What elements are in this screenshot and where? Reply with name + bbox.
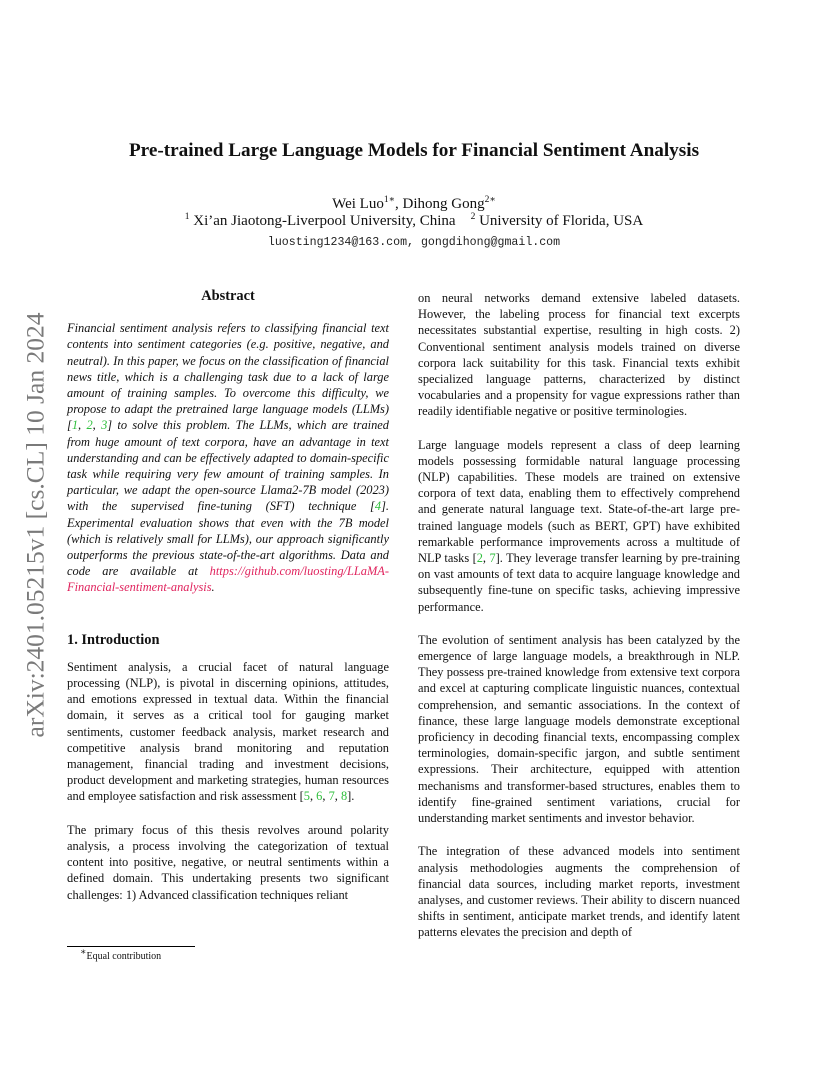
- affiliation: University of Florida, USA: [475, 213, 644, 229]
- abstract-heading: Abstract: [201, 288, 255, 304]
- citation-link[interactable]: 6: [316, 789, 323, 804]
- right-column: [418, 290, 740, 941]
- introduction-paragraph: Sentiment analysis, a crucial facet of natural language processing (NLP), is pivotal in discerning opinions, attitudes, and emotions expressed in textual data. Within the financial domain, it serves as a critical tool for gauging market sentiments, customer feedback analysis, market research and competitive analysis brand monitoring and reputation management, financial trading and investment decisions, product development and marketing strategies, human resources and employee satisfaction and risk assessment [5, 6, 7, 8].: [67, 659, 389, 804]
- arxiv-sidebar-stamp: [12, 290, 58, 760]
- citation-link[interactable]: 2: [476, 551, 483, 566]
- author-emails: luosting1234@163.com, gongdihong@gmail.com: [267, 236, 561, 249]
- citation-link[interactable]: 4: [374, 499, 382, 514]
- abstract-text: Financial sentiment analysis refers to classifying financial text contents into sentiment categories (e.g. positive, negative, and neutral). In this paper, we focus on the classification of financial news title, which is a challenging task due to a lack of large amount of training samples. To overcome this difficulty, we propose to adapt the pretrained large language models (LLMs) [1, 2, 3] to solve this problem. The LLMs, which are trained from huge amount of text corpora, have an advantage in text understanding and can be effectively adapted to domain-specific task while requiring very few amount of training samples. In particular, we adapt the open-source Llama2-7B model (2023) with the supervised fine-tuning (SFT) technique [4]. Experimental evaluation shows that even with the 7B model (which is relatively small for LLMs), our approach significantly outperforms the previous state-of-the-art algorithms. Data and code are available at https://github.com/luosting/LLaMA-Financial-sentiment-analysis.: [67, 321, 389, 595]
- affiliation-mark: 2: [470, 212, 476, 222]
- citation-link[interactable]: 2: [86, 418, 93, 433]
- author-name: Dihong Gong: [402, 196, 485, 212]
- body-paragraph: on neural networks demand extensive labeled datasets. However, the labeling process for financial text excerpts necessitates substantial expertise, resulting in high costs. 2) Conventional sentiment analysis models trained on diverse corpora lack suitability for this task. Financial texts exhibit specialized language patterns, characterized by distinct vocabularies and a propensity for vague expressions rather than readily identifiable negative or positive terminologies.: [418, 291, 740, 419]
- paper-title: Pre-trained Large Language Models for Financial Sentiment Analysis: [128, 140, 700, 161]
- body-paragraph: The integration of these advanced models into sentiment analysis methodologies augments the comprehension of financial data sources, including market reports, investment analyses, and customer reviews. Their ability to discern nuanced shifts in sentiment, anticipate market trends, and identify latent patterns elevates the precision and depth of: [418, 844, 740, 940]
- body-paragraph: The evolution of sentiment analysis has been catalyzed by the emergence of large language models, a breakthrough in NLP. They possess pre-trained knowledge from extensive text corpora and excel at capturing complicate linguistic nuances, contextual comprehension, and semantic associations. In the context of finance, these large language models demonstrate exceptional proficiency in decoding financial texts, encompassing complex terminologies, domain-specific jargon, and subtle sentiment expressions. Their architecture, equipped with attention mechanisms and transformer-based structures, enables them to identify fine-grained sentiment variations, crucial for understanding market sentiments and investor behavior.: [418, 632, 740, 826]
- author-list: [0, 196, 828, 213]
- footnote-text: Equal contribution: [86, 951, 162, 962]
- affiliation-list: [0, 213, 828, 230]
- code-repository-link[interactable]: https://github.com/luosting/LLaMA-Financial-sentiment-analysis: [67, 564, 389, 595]
- arxiv-identifier: arXiv:2401.05215v1 [cs.CL] 10 Jan 2024: [20, 312, 50, 738]
- introduction-heading: 1. Introduction: [67, 631, 160, 648]
- body-paragraph: Large language models represent a class of deep learning models possessing formidable natural language processing (NLP) capabilities. These models are trained on extensive corpora of text data, enabling them to effectively comprehend and generate natural language text. State-of-the-art large pre-trained language models (such as BERT, GPT) have exhibited remarkable performance improvements across a multitude of NLP tasks [2, 7]. They leverage transfer learning by pre-training on vast amounts of text data to acquire language knowledge and subsequently fine-tune on specific tasks, achieving impressive performance.: [418, 437, 740, 614]
- citation-link[interactable]: 1: [71, 418, 79, 433]
- affiliation-mark: 1: [184, 212, 190, 222]
- affiliation: Xi’an Jiaotong-Liverpool University, China: [189, 213, 456, 229]
- citation-link[interactable]: 3: [101, 418, 108, 433]
- footnote: [80, 947, 162, 962]
- left-column: [67, 288, 389, 903]
- author-affiliation-mark: 1∗: [383, 195, 396, 205]
- citation-link[interactable]: 5: [303, 789, 310, 804]
- introduction-paragraph: The primary focus of this thesis revolves around polarity analysis, a process involving the categorization of textual content into positive, negative, or neutral sentiments within a defined domain. This undertaking presents two significant challenges: 1) Advanced classification techniques reliant: [67, 822, 389, 902]
- author-name: Wei Luo: [332, 196, 384, 212]
- author-affiliation-mark: 2∗: [484, 195, 496, 205]
- citation-link[interactable]: 8: [340, 789, 348, 804]
- citation-link[interactable]: 7: [328, 789, 335, 804]
- author-separator: ,: [395, 196, 403, 212]
- footnote-mark: ∗: [80, 947, 87, 958]
- citation-link[interactable]: 7: [489, 551, 496, 566]
